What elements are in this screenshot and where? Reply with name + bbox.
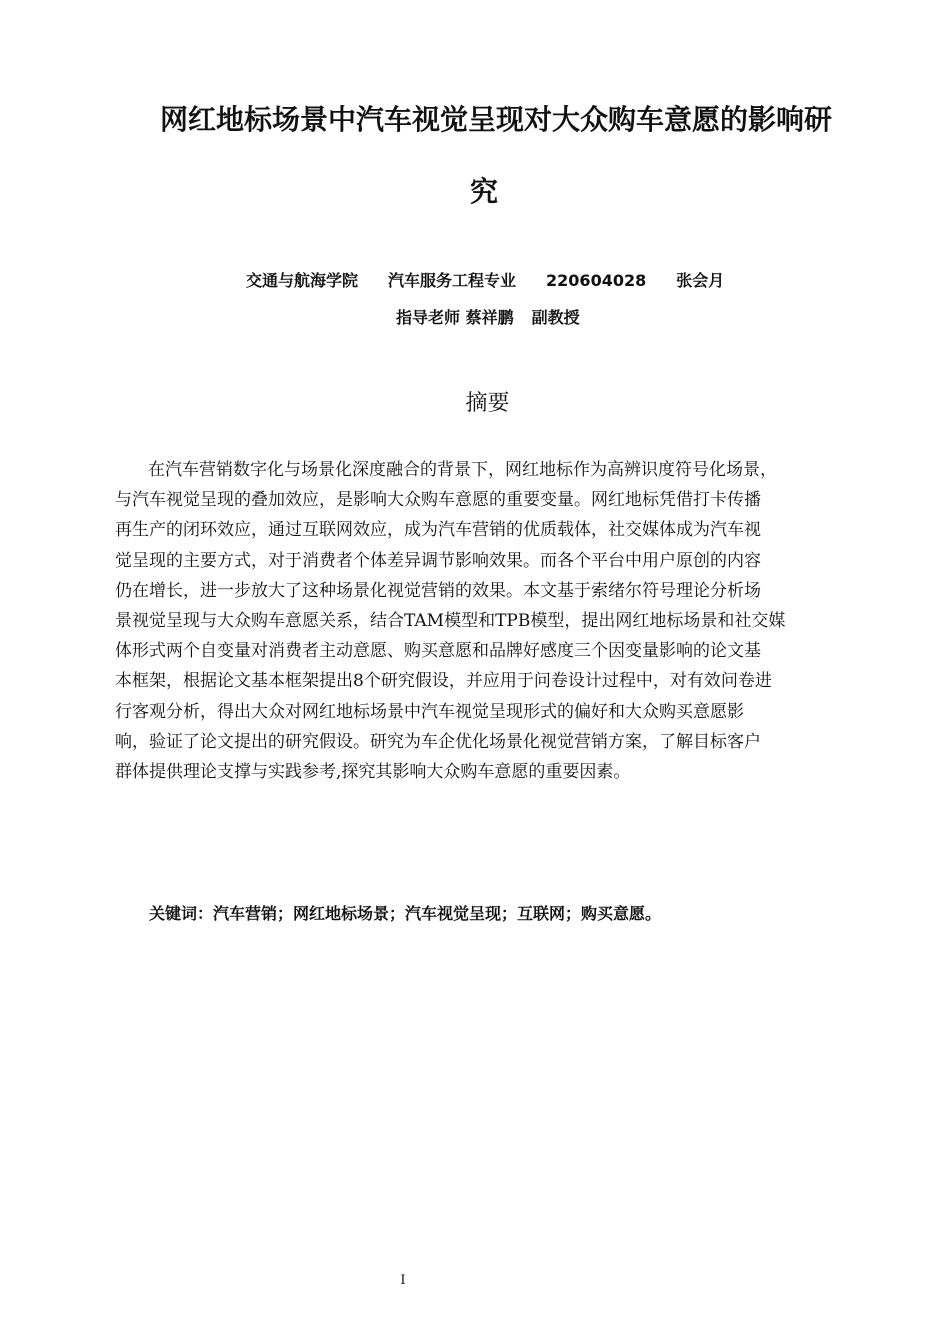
author-major: 汽车服务工程专业 [388, 271, 517, 290]
advisor-info [396, 307, 580, 329]
abstract-line: 景视觉呈现与大众购车意愿关系，结合TAM模型和TPB模型，提出网红地标场景和社交媒 [115, 610, 786, 631]
abstract-line: 行客观分析，得出大众对网红地标场景中汽车视觉呈现形式的偏好和大众购买意愿影 [115, 701, 744, 722]
author-name: 张会月 [676, 271, 725, 290]
paper-title-line-1: 网红地标场景中汽车视觉呈现对大众购车意愿的影响研 [160, 103, 833, 136]
abstract-line: 体形式两个自变量对消费者主动意愿、购买意愿和品牌好感度三个因变量影响的论文基 [115, 641, 761, 662]
abstract-line: 群体提供理论支撑与实践参考,探究其影响大众购车意愿的重要因素。 [115, 761, 631, 782]
advisor-name: 指导老师 蔡祥鹏 [396, 308, 514, 327]
author-info [246, 270, 724, 292]
page-number: I [400, 1273, 406, 1288]
paper-title-line-2: 究 [470, 175, 499, 208]
advisor-rank: 副教授 [531, 308, 580, 327]
author-college: 交通与航海学院 [246, 271, 359, 290]
keywords: 关键词：汽车营销；网红地标场景；汽车视觉呈现；互联网；购买意愿。 [149, 904, 662, 923]
abstract-heading: 摘要 [465, 391, 510, 416]
abstract-body [115, 455, 860, 787]
abstract-line: 与汽车视觉呈现的叠加效应，是影响大众购车意愿的重要变量。网红地标凭借打卡传播 [115, 490, 761, 511]
author-student-id: 220604028 [546, 271, 647, 290]
abstract-line: 仍在增长，进一步放大了这种场景化视觉营销的效果。本文基于索绪尔符号理论分析场 [115, 580, 761, 601]
abstract-line: 本框架，根据论文基本框架提出8个研究假设，并应用于问卷设计过程中，对有效问卷进 [115, 671, 772, 692]
abstract-line: 在汽车营销数字化与场景化深度融合的背景下，网红地标作为高辨识度符号化场景， [148, 460, 777, 480]
abstract-line: 响，验证了论文提出的研究假设。研究为车企优化场景化视觉营销方案，了解目标客户 [115, 731, 761, 752]
abstract-line: 觉呈现的主要方式，对于消费者个体差异调节影响效果。而各个平台中用户原创的内容 [115, 550, 761, 571]
abstract-line: 再生产的闭环效应，通过互联网效应，成为汽车营销的优质载体，社交媒体成为汽车视 [115, 520, 761, 541]
